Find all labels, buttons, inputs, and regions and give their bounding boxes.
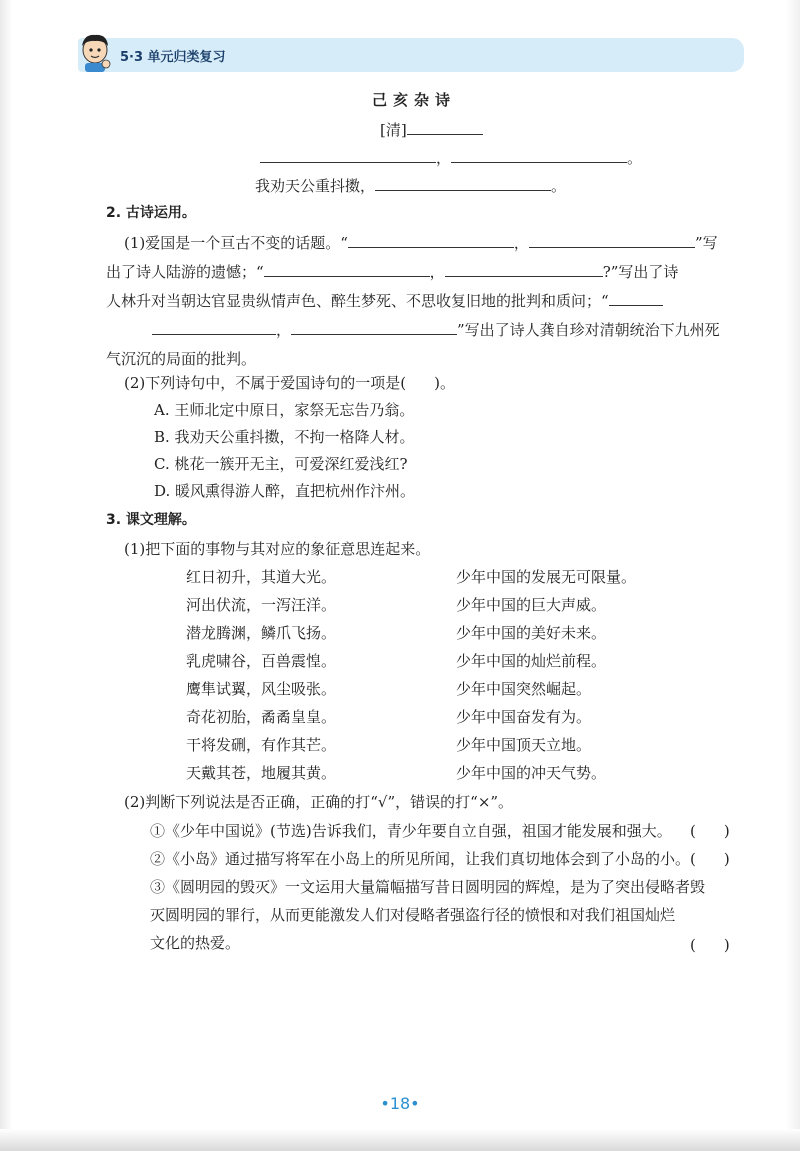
match-left-5[interactable]: 鹰隼试翼，风尘吸张。: [186, 680, 337, 698]
match-right-3[interactable]: 少年中国的美好未来。: [456, 624, 607, 642]
page-number: •18•: [380, 1094, 420, 1113]
q2-option-b: B. 我劝天公重抖擞，不拘一格降人材。: [154, 428, 415, 446]
poem-period: 。: [627, 149, 643, 167]
paren-close: ): [723, 850, 730, 868]
match-right-2[interactable]: 少年中国的巨大声威。: [456, 596, 607, 614]
paren-open: (: [690, 850, 696, 868]
author-blank[interactable]: [407, 120, 483, 135]
q2-blank-1[interactable]: [348, 233, 514, 248]
q2-p2-stem-end: )。: [434, 374, 455, 392]
poem-period-2: 。: [551, 177, 567, 195]
match-right-6[interactable]: 少年中国奋发有为。: [456, 708, 592, 726]
paren-open: (: [690, 822, 696, 840]
q2-text: 出了诗人陆游的遗憾；“: [106, 263, 264, 281]
q2-comma: ，: [276, 321, 292, 339]
q2-comma: ，: [429, 263, 445, 281]
poem-line-2-text: 我劝天公重抖擞，: [255, 177, 376, 195]
match-right-5[interactable]: 少年中国突然崛起。: [456, 680, 592, 698]
q2-p1-line2: [106, 262, 678, 282]
judge-item-3-line1: ③《圆明园的毁灭》一文运用大量篇幅描写昔日圆明园的辉煌，是为了突出侵略者毁: [150, 878, 706, 896]
q2-blank-5b[interactable]: [152, 320, 276, 335]
q2-blank-5a[interactable]: [609, 291, 663, 306]
q2-p1-line1: [124, 233, 718, 253]
poem-blank-3[interactable]: [375, 176, 551, 191]
q2-p1-line3: [106, 291, 663, 311]
match-left-2[interactable]: 河出伏流，一泻汪洋。: [186, 596, 337, 614]
poem-title: 己亥杂诗: [372, 91, 457, 109]
q2-option-c: C. 桃花一簇开无主，可爱深红爱浅红?: [154, 455, 408, 473]
match-left-8[interactable]: 天戴其苍，地履其黄。: [186, 764, 337, 782]
q2-p2-stem: [124, 373, 455, 393]
poem-author-prefix: [清]: [380, 121, 407, 139]
match-left-3[interactable]: 潜龙腾渊，鳞爪飞扬。: [186, 624, 337, 642]
judge-item-1: ①《少年中国说》(节选)告诉我们，青少年要自立自强，祖国才能发展和强大。: [150, 822, 672, 840]
judge-item-3-line3: 文化的热爱。: [150, 934, 241, 952]
poem-blank-1[interactable]: [260, 148, 436, 163]
poem-line-1: [260, 148, 642, 168]
q2-text: ”写: [694, 234, 718, 252]
q2-blank-4[interactable]: [445, 262, 603, 277]
judge-item-2: ②《小岛》通过描写将军在小岛上的所见所闻，让我们真切地体会到了小岛的小。: [150, 850, 691, 868]
q2-p1-text: (1)爱国是一个亘古不变的话题。“: [124, 234, 348, 252]
header-title: 5·3 单元归类复习: [120, 50, 226, 65]
match-left-7[interactable]: 干将发硎，有作其芒。: [186, 736, 337, 754]
match-left-4[interactable]: 乳虎啸谷，百兽震惶。: [186, 652, 337, 670]
q2-option-d: D. 暖风熏得游人醉，直把杭州作汴州。: [154, 482, 416, 500]
q2-option-a: A. 王师北定中原日，家祭无忘告乃翁。: [154, 401, 415, 419]
poem-blank-2[interactable]: [451, 148, 627, 163]
q2-blank-2[interactable]: [529, 233, 695, 248]
q2-heading: 2. 古诗运用。: [106, 205, 196, 221]
match-right-8[interactable]: 少年中国的冲天气势。: [456, 764, 607, 782]
mascot-icon: [76, 30, 114, 72]
q2-text: ?”写出了诗: [602, 263, 679, 281]
match-right-7[interactable]: 少年中国顶天立地。: [456, 736, 592, 754]
judge-answer-1[interactable]: [690, 821, 730, 841]
paren-open: (: [690, 936, 696, 954]
q2-text: ”写出了诗人龚自珍对清朝统治下九州死: [457, 321, 720, 339]
poem-comma: ，: [436, 149, 452, 167]
q3-p1-stem: (1)把下面的事物与其对应的象征意思连起来。: [124, 540, 431, 558]
q2-p1-line4: [152, 320, 720, 340]
poem-author-line: [380, 120, 483, 140]
q2-p1-line5: 气沉沉的局面的批判。: [106, 350, 257, 368]
judge-answer-3[interactable]: [690, 935, 730, 955]
match-left-6[interactable]: 奇花初胎，矞矞皇皇。: [186, 708, 337, 726]
page-bottom-edge: [0, 1129, 800, 1151]
match-left-1[interactable]: 红日初升，其道大光。: [186, 568, 337, 586]
match-right-4[interactable]: 少年中国的灿烂前程。: [456, 652, 607, 670]
poem-line-2: [255, 176, 566, 196]
q2-blank-3[interactable]: [264, 262, 430, 277]
q2-text: 人林升对当朝达官显贵纵情声色、醉生梦死、不思收复旧地的批判和质问；“: [106, 292, 609, 310]
judge-item-3-line2: 灭圆明园的罪行，从而更能激发人们对侵略者强盗行径的愤恨和对我们祖国灿烂: [150, 906, 676, 924]
q3-heading: 3. 课文理解。: [106, 512, 196, 528]
paren-close: ): [723, 822, 730, 840]
paren-close: ): [723, 936, 730, 954]
q3-p2-stem: (2)判断下列说法是否正确，正确的打“√”，错误的打“×”。: [124, 793, 514, 811]
q2-p2-stem-text: (2)下列诗句中，不属于爱国诗句的一项是(: [124, 374, 407, 392]
judge-answer-2[interactable]: [690, 849, 730, 869]
match-right-1[interactable]: 少年中国的发展无可限量。: [456, 568, 637, 586]
q2-comma: ，: [513, 234, 529, 252]
q2-blank-6[interactable]: [291, 320, 457, 335]
